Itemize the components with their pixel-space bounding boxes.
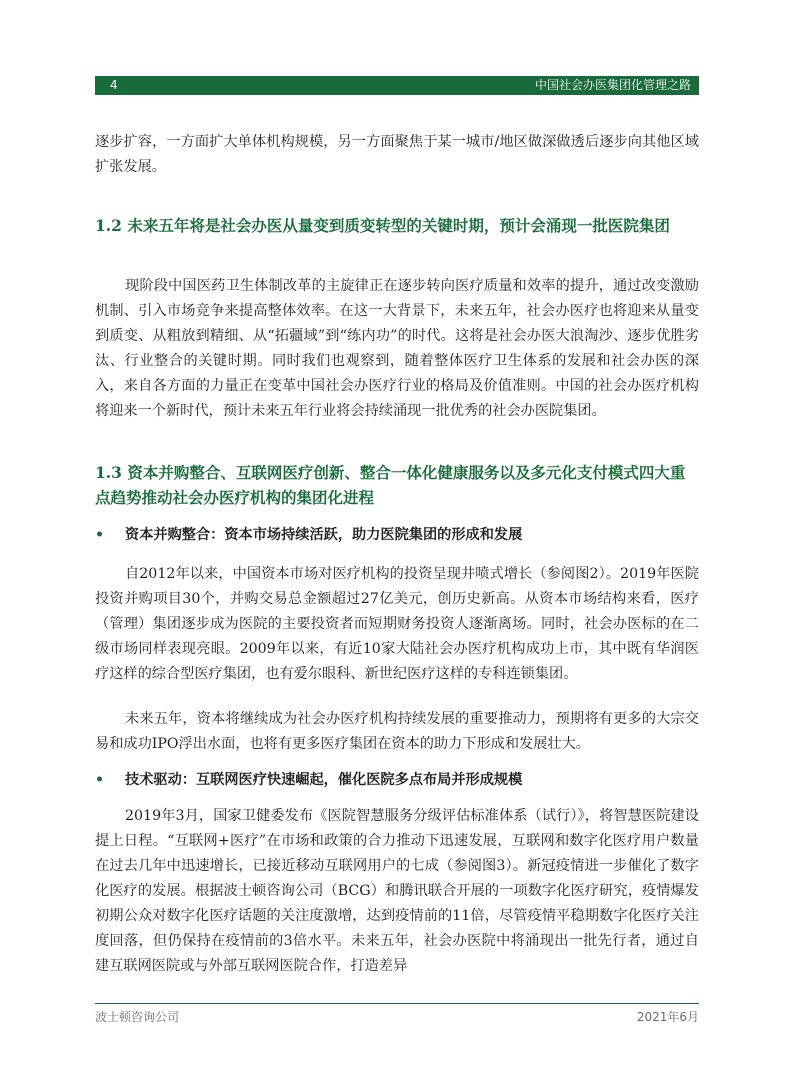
intro-paragraph: 逐步扩容，一方面扩大单体机构规模，另一方面聚焦于某一城市/地区做深做透后逐步向其他区域扩张发展。 [95, 134, 699, 175]
section-1-2-paragraph: 现阶段中国医药卫生体制改革的主旋律正在逐步转向医疗质量和效率的提升，通过改变激励机制、引入市场竞争来提高整体效率。在这一大背景下，未来五年，社会办医疗也将迎来从量变到质变、从粗放到精细、从“拓疆域”到“练内功”的时代。这将是社会办医大浪淘沙、逐步优胜劣汰、行业整合的关键时期。同时我们也观察到，随着整体医疗卫生体系的发展和社会办医的深入，来自各方面的力量正在变革中国社会办医疗行业的格局及价值准则。中国的社会办医疗机构将迎来一个新时代，预计未来五年行业将会持续涌现一批优秀的社会办医院集团。 [95, 278, 699, 419]
bullet-marker: • [95, 527, 105, 543]
section-1-2 [95, 213, 699, 238]
footer-divider [95, 1003, 699, 1004]
running-header [95, 76, 699, 95]
section-1-2-heading: 1.2 未来五年将是社会办医从量变到质变转型的关键时期，预计会涌现一批医院集团 [95, 216, 670, 235]
bullet-title: 资本并购整合：资本市场持续活跃，助力医院集团的形成和发展 [125, 527, 523, 543]
capital-paragraph-1: 自2012年以来，中国资本市场对医疗机构的投资呈现井喷式增长（参阅图2）。2019年医院投资并购项目30个，并购交易总金额超过27亿美元，创历史新高。从资本市场结构来看，医疗（管理）集团逐步成为医院的主要投资者而短期财务投资人逐渐离场。同时，社会办医标的在二级市场同样表现亮眼。2009年以来，有近10家大陆社会办医疗机构成功上市，其中既有华润医疗这样的综合型医疗集团，也有爱尔眼科、新世纪医疗这样的专科连锁集团。 [95, 566, 699, 682]
capital-paragraph-1-block [95, 562, 699, 687]
technology-paragraph-block [95, 804, 699, 979]
bullet-marker: • [95, 772, 105, 788]
footer-date: 2021年6月 [636, 1010, 699, 1024]
technology-paragraph: 2019年3月，国家卫健委发布《医院智慧服务分级评估标准体系（试行）》，将智慧医院建设提上日程。“互联网+医疗”在市场和政策的合力推动下迅速发展，互联网和数字化医疗用户数量在过去几年中迅速增长，已接近移动互联网用户的七成（参阅图3）。新冠疫情进一步催化了数字化医疗的发展。根据波士顿咨询公司（BCG）和腾讯联合开展的一项数字化医疗研究，疫情爆发初期公众对数字化医疗话题的关注度激增，达到疫情前的11倍，尽管疫情平稳期数字化医疗关注度回落，但仍保持在疫情前的3倍水平。未来五年，社会办医院中将涌现出一批先行者，通过自建互联网医院或与外部互联网医院合作，打造差异 [95, 808, 699, 974]
capital-paragraph-2-block [95, 707, 699, 757]
section-1-3-heading: 1.3 资本并购整合、互联网医疗创新、整合一体化健康服务以及多元化支付模式四大重点趋势推动社会办医疗机构的集团化进程 [95, 463, 686, 507]
intro-paragraph-block [95, 130, 699, 180]
section-1-2-body [95, 274, 699, 424]
document-title: 中国社会办医集团化管理之路 [534, 78, 691, 92]
bullet-title: 技术驱动：互联网医疗快速崛起，催化医院多点布局并形成规模 [125, 772, 523, 788]
section-1-3 [95, 460, 699, 510]
capital-paragraph-2: 未来五年，资本将继续成为社会办医疗机构持续发展的重要推动力，预期将有更多的大宗交易和成功IPO浮出水面，也将有更多医疗集团在资本的助力下形成和发展壮大。 [95, 711, 699, 752]
page-number: 4 [110, 78, 118, 92]
footer-publisher: 波士顿咨询公司 [95, 1010, 180, 1024]
